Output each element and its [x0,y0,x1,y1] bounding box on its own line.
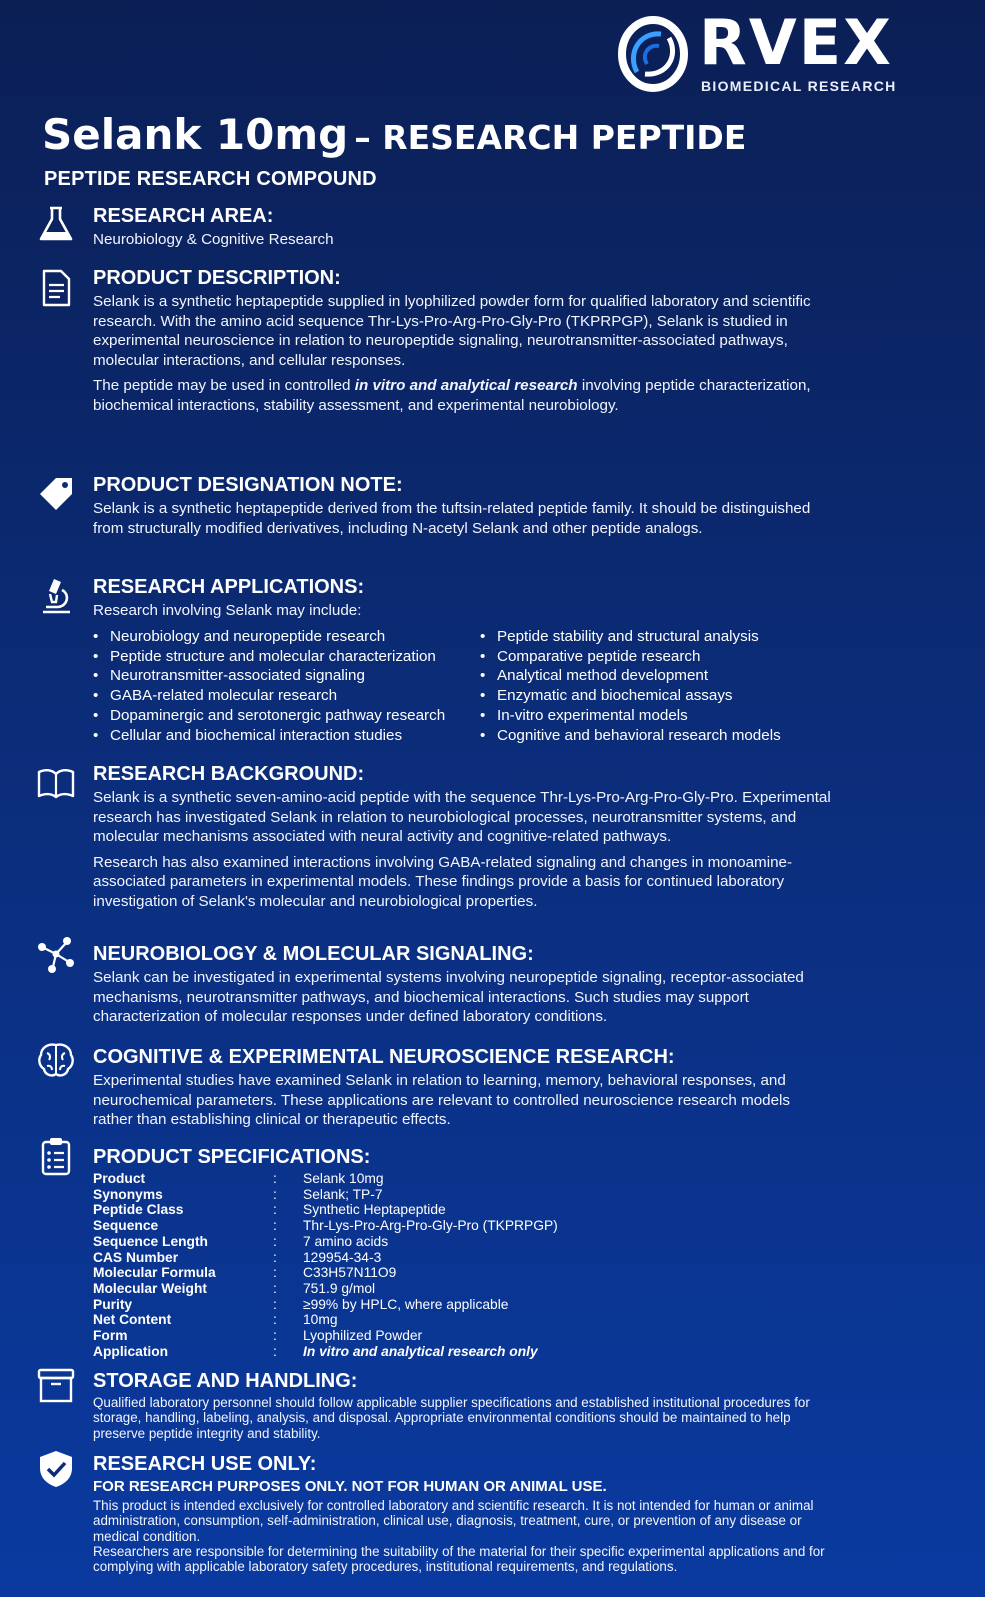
list-item: • In-vitro experimental models [480,706,781,726]
research-use-section [93,1452,833,1574]
spec-value: 7 amino acids [303,1233,389,1249]
research-area-text: Neurobiology & Cognitive Research [93,231,334,248]
designation-heading: PRODUCT DESIGNATION NOTE: [93,474,403,496]
spec-value: Thr-Lys-Pro-Arg-Pro-Gly-Pro (TKPRPGP) [303,1218,558,1234]
specifications-table: Product : Selank 10mg Synonyms : Selank; TP-7 Peptide Class : Synthetic Heptapeptide Sequence : Thr-Lys-Pro-Arg-Pro-Gly-Pro (TKPRPGP) Sequence Length : 7 amino acids CAS Number : 129954-34-3 Molecular Formula : C33H57N11O9 Molecular Weight : 751.9 g/mol Purity : ≥99% by HPLC, where applicable Net Content : 10mg Form : Lyophilized Powder Application : In vitro and analytical research only [93,1171,833,1359]
product-description-p2: The peptide may be used in controlled in vitro and analytical research involving peptide characterization, biochemical interactions, stability assessment, and experimental neurobiology. [93,377,811,414]
spec-value: Lyophilized Powder [303,1328,423,1344]
background-heading: RESEARCH BACKGROUND: [93,763,365,785]
spec-key: Application [93,1343,169,1359]
spec-key: Product [93,1171,146,1186]
research-area-heading: RESEARCH AREA: [93,205,274,227]
brand-logo [617,6,907,100]
applications-right-list [480,627,781,746]
title-main: Selank 10mg [42,110,349,159]
document-icon [36,268,76,308]
spec-value: Selank; TP-7 [303,1186,383,1202]
spec-key: Sequence Length [93,1233,208,1249]
specifications-section [93,1145,833,1359]
list-item: • Peptide structure and molecular characterization [93,647,480,667]
spec-key: Synonyms [93,1186,163,1202]
storage-text: Qualified laboratory personnel should follow applicable supplier specifications and established institutional procedures for storage, handling, labeling, analysis, and disposal. Appropriate environmental conditions should be maintained to help preserve peptide integrity and stability. [93,1395,810,1441]
spec-value: Synthetic Heptapeptide [303,1202,446,1218]
background-section [93,762,833,912]
storage-heading: STORAGE AND HANDLING: [93,1370,358,1392]
spec-value: In vitro and analytical research only [303,1343,538,1359]
list-item: • Comparative peptide research [480,647,781,667]
page-title [42,110,746,159]
spec-key: Sequence [93,1218,159,1234]
spec-value: C33H57N11O9 [303,1265,397,1281]
research-use-heading: RESEARCH USE ONLY: [93,1453,317,1475]
specifications-heading: PRODUCT SPECIFICATIONS: [93,1146,371,1168]
flask-icon [36,204,76,244]
book-icon [36,764,76,804]
logo-wordmark: RVEX [699,6,893,79]
neurobiology-text: Selank can be investigated in experimental systems involving neuropeptide signaling, receptor-associated mechanisms, neurotransmitter pathways, and biochemical interactions. Such studies may support characterization of molecular responses under defined laboratory conditions. [93,969,804,1026]
cognitive-section [93,1045,833,1130]
list-item: • Cognitive and behavioral research models [480,726,781,746]
list-item: • GABA-related molecular research [93,686,480,706]
designation-section [93,473,833,538]
spec-value: 751.9 g/mol [303,1280,376,1296]
applications-heading: RESEARCH APPLICATIONS: [93,576,365,598]
applications-section [93,575,893,746]
background-p1: Selank is a synthetic seven-amino-acid peptide with the sequence Thr-Lys-Pro-Arg-Pro-Gly-Pro. Experimental research has investigated Selank in relation to neurobiological processes, neurotransmitter systems, and molecular mechanisms associated with neural activity and cognitive-related pathways. [93,789,831,846]
list-item: • Enzymatic and biochemical assays [480,686,781,706]
title-suffix: – RESEARCH PEPTIDE [354,118,747,157]
spec-value: 10mg [303,1312,338,1328]
spec-key: CAS Number [93,1249,179,1265]
storage-section [93,1369,833,1441]
neurobiology-section [93,942,833,1027]
research-use-p2: Researchers are responsible for determining the suitability of the material for their specific experimental applications and for complying with applicable laboratory safety procedures, institutional requirements, and regulations. [93,1543,825,1575]
background-p2: Research has also examined interactions involving GABA-related signaling and changes in monoamine-associated parameters in experimental models. These findings provide a basis for continued laboratory investigation of Selank's molecular and neurobiological properties. [93,853,793,910]
spec-key: Purity [93,1296,133,1312]
tag-icon [36,474,76,514]
spec-value: ≥99% by HPLC, where applicable [303,1296,509,1312]
logo-tagline: BIOMEDICAL RESEARCH [701,78,897,94]
network-icon [36,934,76,974]
page-subtitle: PEPTIDE RESEARCH COMPOUND [44,168,377,190]
research-use-p1: This product is intended exclusively for controlled laboratory and scientific research. It is not intended for human or animal administration, consumption, self-administration, clinical use, diagnosis, treatment, cure, or prevention of any disease or medical condition. [93,1498,814,1544]
spec-key: Net Content [93,1312,172,1328]
list-item: • Peptide stability and structural analysis [480,627,781,647]
neurobiology-heading: NEUROBIOLOGY & MOLECULAR SIGNALING: [93,943,534,965]
clipboard-icon [36,1136,76,1176]
spec-key: Molecular Weight [93,1280,207,1296]
designation-text: Selank is a synthetic heptapeptide derived from the tuftsin-related peptide family. It should be distinguished from structurally modified derivatives, including N-acetyl Selank and other peptide analogs. [93,500,811,537]
spec-key: Molecular Formula [93,1265,216,1281]
product-description-heading: PRODUCT DESCRIPTION: [93,267,341,289]
research-area-section [93,204,833,250]
brain-icon [36,1040,76,1080]
cognitive-heading: COGNITIVE & EXPERIMENTAL NEUROSCIENCE RESEARCH: [93,1046,675,1068]
list-item: • Cellular and biochemical interaction studies [93,726,480,746]
shield-check-icon [36,1449,76,1489]
logo-swirl-icon [617,14,689,94]
applications-intro: Research involving Selank may include: [93,602,362,619]
research-use-warning: FOR RESEARCH PURPOSES ONLY. NOT FOR HUMAN OR ANIMAL USE. [93,1478,607,1495]
list-item: • Neurobiology and neuropeptide research [93,627,480,647]
applications-list [93,627,893,746]
list-item: • Neurotransmitter-associated signaling [93,666,480,686]
list-item: • Dopaminergic and serotonergic pathway research [93,706,480,726]
microscope-icon [36,576,76,616]
spec-key: Form [93,1328,128,1344]
product-description-p1: Selank is a synthetic heptapeptide supplied in lyophilized powder form for qualified laboratory and scientific research. With the amino acid sequence Thr-Lys-Pro-Arg-Pro-Gly-Pro (TKPRPGP), Selank is studied in experimental neuroscience in relation to neuropeptide signaling, neurotransmitter-associated pathways, molecular interactions, and cellular responses. [93,293,811,369]
list-item: • Analytical method development [480,666,781,686]
spec-value: 129954-34-3 [303,1249,382,1265]
product-description-section [93,266,833,416]
cognitive-text: Experimental studies have examined Selank in relation to learning, memory, behavioral responses, and neurochemical parameters. These applications are relevant to controlled neuroscience research models rather than establishing clinical or therapeutic effects. [93,1072,791,1129]
spec-value: Selank 10mg [303,1171,384,1186]
applications-left-list [93,627,480,746]
spec-key: Peptide Class [93,1202,184,1218]
storage-box-icon [36,1365,76,1405]
